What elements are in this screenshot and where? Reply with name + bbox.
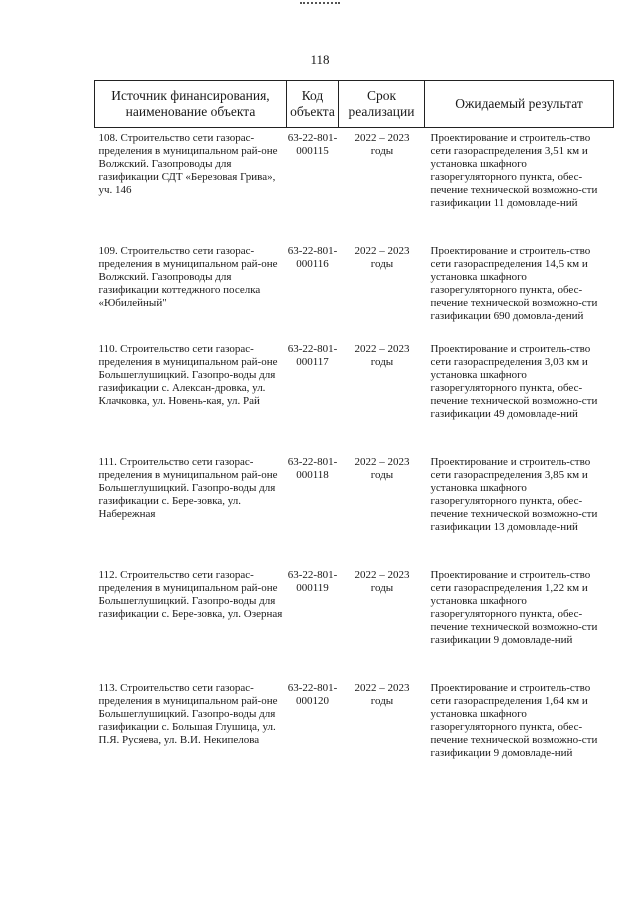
page-number: 118 — [310, 52, 330, 67]
object-code: 63-22-801-000117 — [287, 343, 338, 368]
object-name: 109. Строительство сети газорас-пределения в муниципальном рай-оне Волжский. Газопроводы для газификации коттеджного поселка «Юбилейный" — [98, 245, 278, 309]
table-row — [95, 131, 614, 244]
expected-result: Проектирование и строитель-ство сети газораспределения 1,22 км и установка шкафного газорегуляторного пункта, обес-печение технической возможно-сти газификации 9 домовладе-ний — [430, 569, 598, 646]
table-row — [95, 455, 614, 568]
implementation-term: 2022 – 2023 годы — [354, 245, 410, 270]
object-code: 63-22-801-000115 — [287, 132, 338, 157]
object-name: 113. Строительство сети газорас-пределения в муниципальном рай-оне Большеглушицкий. Газопро-воды для газификации с. Большая Глушица, ул. П.Я. Русяева, ул. В.И. Некипелова — [98, 682, 278, 746]
implementation-term: 2022 – 2023 годы — [354, 456, 410, 481]
implementation-term: 2022 – 2023 годы — [354, 132, 410, 157]
table-row — [95, 342, 614, 455]
financing-table — [94, 80, 614, 794]
implementation-term: 2022 – 2023 годы — [354, 682, 410, 707]
expected-result: Проектирование и строитель-ство сети газораспределения 14,5 км и установка шкафного газорегуляторного пункта, обес-печение технической возможно-сти газификации 690 домовла-дений — [430, 245, 598, 322]
object-name: 112. Строительство сети газорас-пределения в муниципальном рай-оне Большеглушицкий. Газопро-воды для газификации с. Бере-зовка, ул. Озерная — [98, 569, 283, 620]
table-row — [95, 244, 614, 342]
object-code: 63-22-801-000118 — [287, 456, 338, 481]
expected-result: Проектирование и строитель-ство сети газораспределения 3,85 км и установка шкафного газорегуляторного пункта, обес-печение технической возможно-сти газификации 13 домовладе-ний — [430, 456, 598, 533]
table-header — [95, 81, 614, 128]
table-body — [95, 128, 614, 795]
scan-artifact — [300, 2, 340, 8]
expected-result: Проектирование и строитель-ство сети газораспределения 1,64 км и установка шкафного газорегуляторного пункта, обес-печение технической возможно-сти газификации 9 домовладе-ний — [430, 682, 598, 759]
object-name: 108. Строительство сети газорас-пределения в муниципальном рай-оне Волжский. Газопроводы для газификации СДТ «Березовая Грива», уч. 146 — [98, 132, 278, 196]
object-code: 63-22-801-000116 — [287, 245, 338, 270]
header-source: Источник финансирования, наименование объекта — [95, 81, 287, 128]
header-code: Код объекта — [287, 81, 339, 128]
object-code: 63-22-801-000120 — [287, 682, 338, 707]
implementation-term: 2022 – 2023 годы — [354, 569, 410, 594]
table-row — [95, 681, 614, 794]
header-result: Ожидаемый результат — [425, 81, 614, 128]
implementation-term: 2022 – 2023 годы — [354, 343, 410, 368]
object-name: 110. Строительство сети газорас-пределения в муниципальном рай-оне Большеглушицкий. Газопро-воды для газификации с. Алексан-дровка, ул. Клачковка, ул. Новень-кая, ул. Рай — [98, 343, 278, 407]
table-row — [95, 568, 614, 681]
expected-result: Проектирование и строитель-ство сети газораспределения 3,51 км и установка шкафного газорегуляторного пункта, обес-печение технической возможно-сти газификации 11 домовладе-ний — [430, 132, 598, 209]
header-term: Срок реализации — [339, 81, 425, 128]
expected-result: Проектирование и строитель-ство сети газораспределения 3,03 км и установка шкафного газорегуляторного пункта, обес-печение технической возможно-сти газификации 49 домовладе-ний — [430, 343, 598, 420]
object-name: 111. Строительство сети газорас-пределения в муниципальном рай-оне Большеглушицкий. Газопро-воды для газификации с. Бере-зовка, ул. Набережная — [98, 456, 278, 520]
object-code: 63-22-801-000119 — [287, 569, 338, 594]
